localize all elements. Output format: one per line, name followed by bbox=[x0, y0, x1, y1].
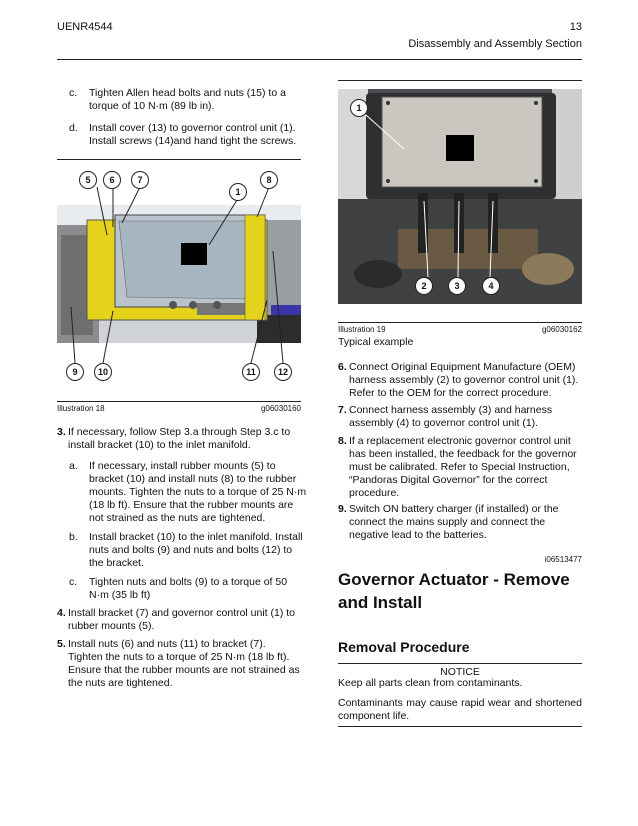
step-text: Install bracket (7) and governor control unit (1) to rubber mounts (5). bbox=[68, 607, 296, 632]
callout-7: 7 bbox=[131, 171, 149, 189]
step-number: 7. bbox=[338, 404, 347, 416]
step-text: If a replacement electronic governor control unit has been installed, the feedback for the governor must be calibrated. Refer to Special Instruction, “Pandoras Digital Governor” for the correct procedure. bbox=[349, 435, 577, 499]
step-letter: c. bbox=[69, 576, 78, 588]
step-6 bbox=[338, 361, 583, 399]
step-letter: b. bbox=[69, 531, 78, 543]
callout-1: 1 bbox=[229, 183, 247, 201]
substep-c bbox=[69, 576, 309, 601]
illustration-19-label: Illustration 19 bbox=[338, 325, 386, 334]
step-text: Connect Original Equipment Manufacture (OEM) harness assembly (2) to governor control unit (1). Refer to the OEM for the correct procedure. bbox=[349, 361, 579, 399]
subsection-heading: Removal Procedure bbox=[338, 639, 470, 655]
section-title: Disassembly and Assembly Section bbox=[408, 38, 582, 50]
step-d-install-cover bbox=[69, 122, 309, 147]
step-text: If necessary, follow Step 3.a through Step 3.c to install bracket (10) to the inlet manifold. bbox=[68, 426, 291, 451]
governor-unit-photo bbox=[338, 89, 582, 304]
callout-3: 3 bbox=[448, 277, 466, 295]
notice-bottom-rule bbox=[338, 726, 582, 727]
callout-8: 8 bbox=[260, 171, 278, 189]
illustration-19-caption: Typical example bbox=[338, 336, 414, 348]
reference-id: i06513477 bbox=[544, 555, 582, 564]
illustration-caption-rule bbox=[57, 401, 301, 402]
illustration-top-rule bbox=[57, 159, 301, 160]
step-8 bbox=[338, 435, 583, 499]
step-number: 9. bbox=[338, 503, 347, 515]
step-number: 8. bbox=[338, 435, 347, 447]
substep-a bbox=[69, 460, 309, 524]
step-number: 4. bbox=[57, 607, 66, 619]
step-letter: c. bbox=[69, 87, 78, 99]
header-rule bbox=[57, 59, 582, 60]
callout-12: 12 bbox=[274, 363, 292, 381]
step-4 bbox=[57, 607, 302, 632]
illustration-18-code: g06030160 bbox=[260, 404, 301, 413]
step-number: 3. bbox=[57, 426, 66, 438]
page-number: 13 bbox=[569, 21, 582, 33]
step-letter: d. bbox=[69, 122, 78, 134]
step-text: Connect harness assembly (3) and harness assembly (4) to governor control unit (1). bbox=[349, 404, 553, 429]
illustration-19-caption-rule bbox=[338, 322, 582, 323]
document-id: UENR4544 bbox=[57, 21, 113, 33]
step-text: If necessary, install rubber mounts (5) to bracket (10) and install nuts (8) to the rubber mounts. Tighten the nuts to a torque of 25 N·m (18 lb ft). Ensure that the rubber mounts are not strained as the nuts are tightened. bbox=[89, 460, 307, 524]
callout-5: 5 bbox=[79, 171, 97, 189]
notice-line-1: Keep all parts clean from contaminants. bbox=[338, 677, 523, 689]
step-number: 6. bbox=[338, 361, 347, 373]
illustration-18-label: Illustration 18 bbox=[57, 404, 105, 413]
section-heading: Governor Actuator - Remove and Install bbox=[338, 570, 570, 612]
illustration-19-code: g06030162 bbox=[541, 325, 582, 334]
step-text: Tighten nuts and bolts (9) to a torque of 50 N·m (35 lb ft) bbox=[89, 576, 288, 601]
step-7 bbox=[338, 404, 583, 429]
step-text: Install nuts (6) and nuts (11) to bracket (7). Tighten the nuts to a torque of 25 N·m (18 lb ft). Ensure that the rubber mounts are not strained as the nuts are tightened. bbox=[68, 638, 300, 689]
governor-bracket-photo bbox=[57, 165, 301, 397]
step-text: Install cover (13) to governor control unit (1). Install screws (14)and hand tight the screws. bbox=[89, 122, 297, 147]
substep-b bbox=[69, 531, 309, 569]
step-text: Tighten Allen head bolts and nuts (15) to a torque of 10 N·m (89 lb in). bbox=[89, 87, 286, 112]
notice-title: NOTICE bbox=[440, 666, 480, 678]
step-text: Switch ON battery charger (if installed) or the connect the mains supply and connect the negative lead to the batteries. bbox=[349, 503, 559, 541]
illustration-18 bbox=[57, 165, 301, 397]
callout-4: 4 bbox=[482, 277, 500, 295]
step-letter: a. bbox=[69, 460, 78, 472]
step-c-tighten-allen bbox=[69, 87, 309, 112]
step-text: Install bracket (10) to the inlet manifold. Install nuts and bolts (9) and nuts and bolts (12) to the bracket. bbox=[89, 531, 303, 569]
step-number: 5. bbox=[57, 638, 66, 650]
step-5 bbox=[57, 638, 302, 689]
step-3 bbox=[57, 426, 302, 451]
callout-11: 11 bbox=[242, 363, 260, 381]
notice-top-rule bbox=[338, 663, 582, 664]
callout-2: 2 bbox=[415, 277, 433, 295]
callout-1: 1 bbox=[350, 99, 368, 117]
notice-line-2: Contaminants may cause rapid wear and shortened component life. bbox=[338, 697, 582, 722]
callout-6: 6 bbox=[103, 171, 121, 189]
callout-9: 9 bbox=[66, 363, 84, 381]
illustration-19 bbox=[338, 89, 582, 304]
step-9 bbox=[338, 503, 583, 541]
callout-10: 10 bbox=[94, 363, 112, 381]
illustration-19-top-rule bbox=[338, 80, 582, 81]
